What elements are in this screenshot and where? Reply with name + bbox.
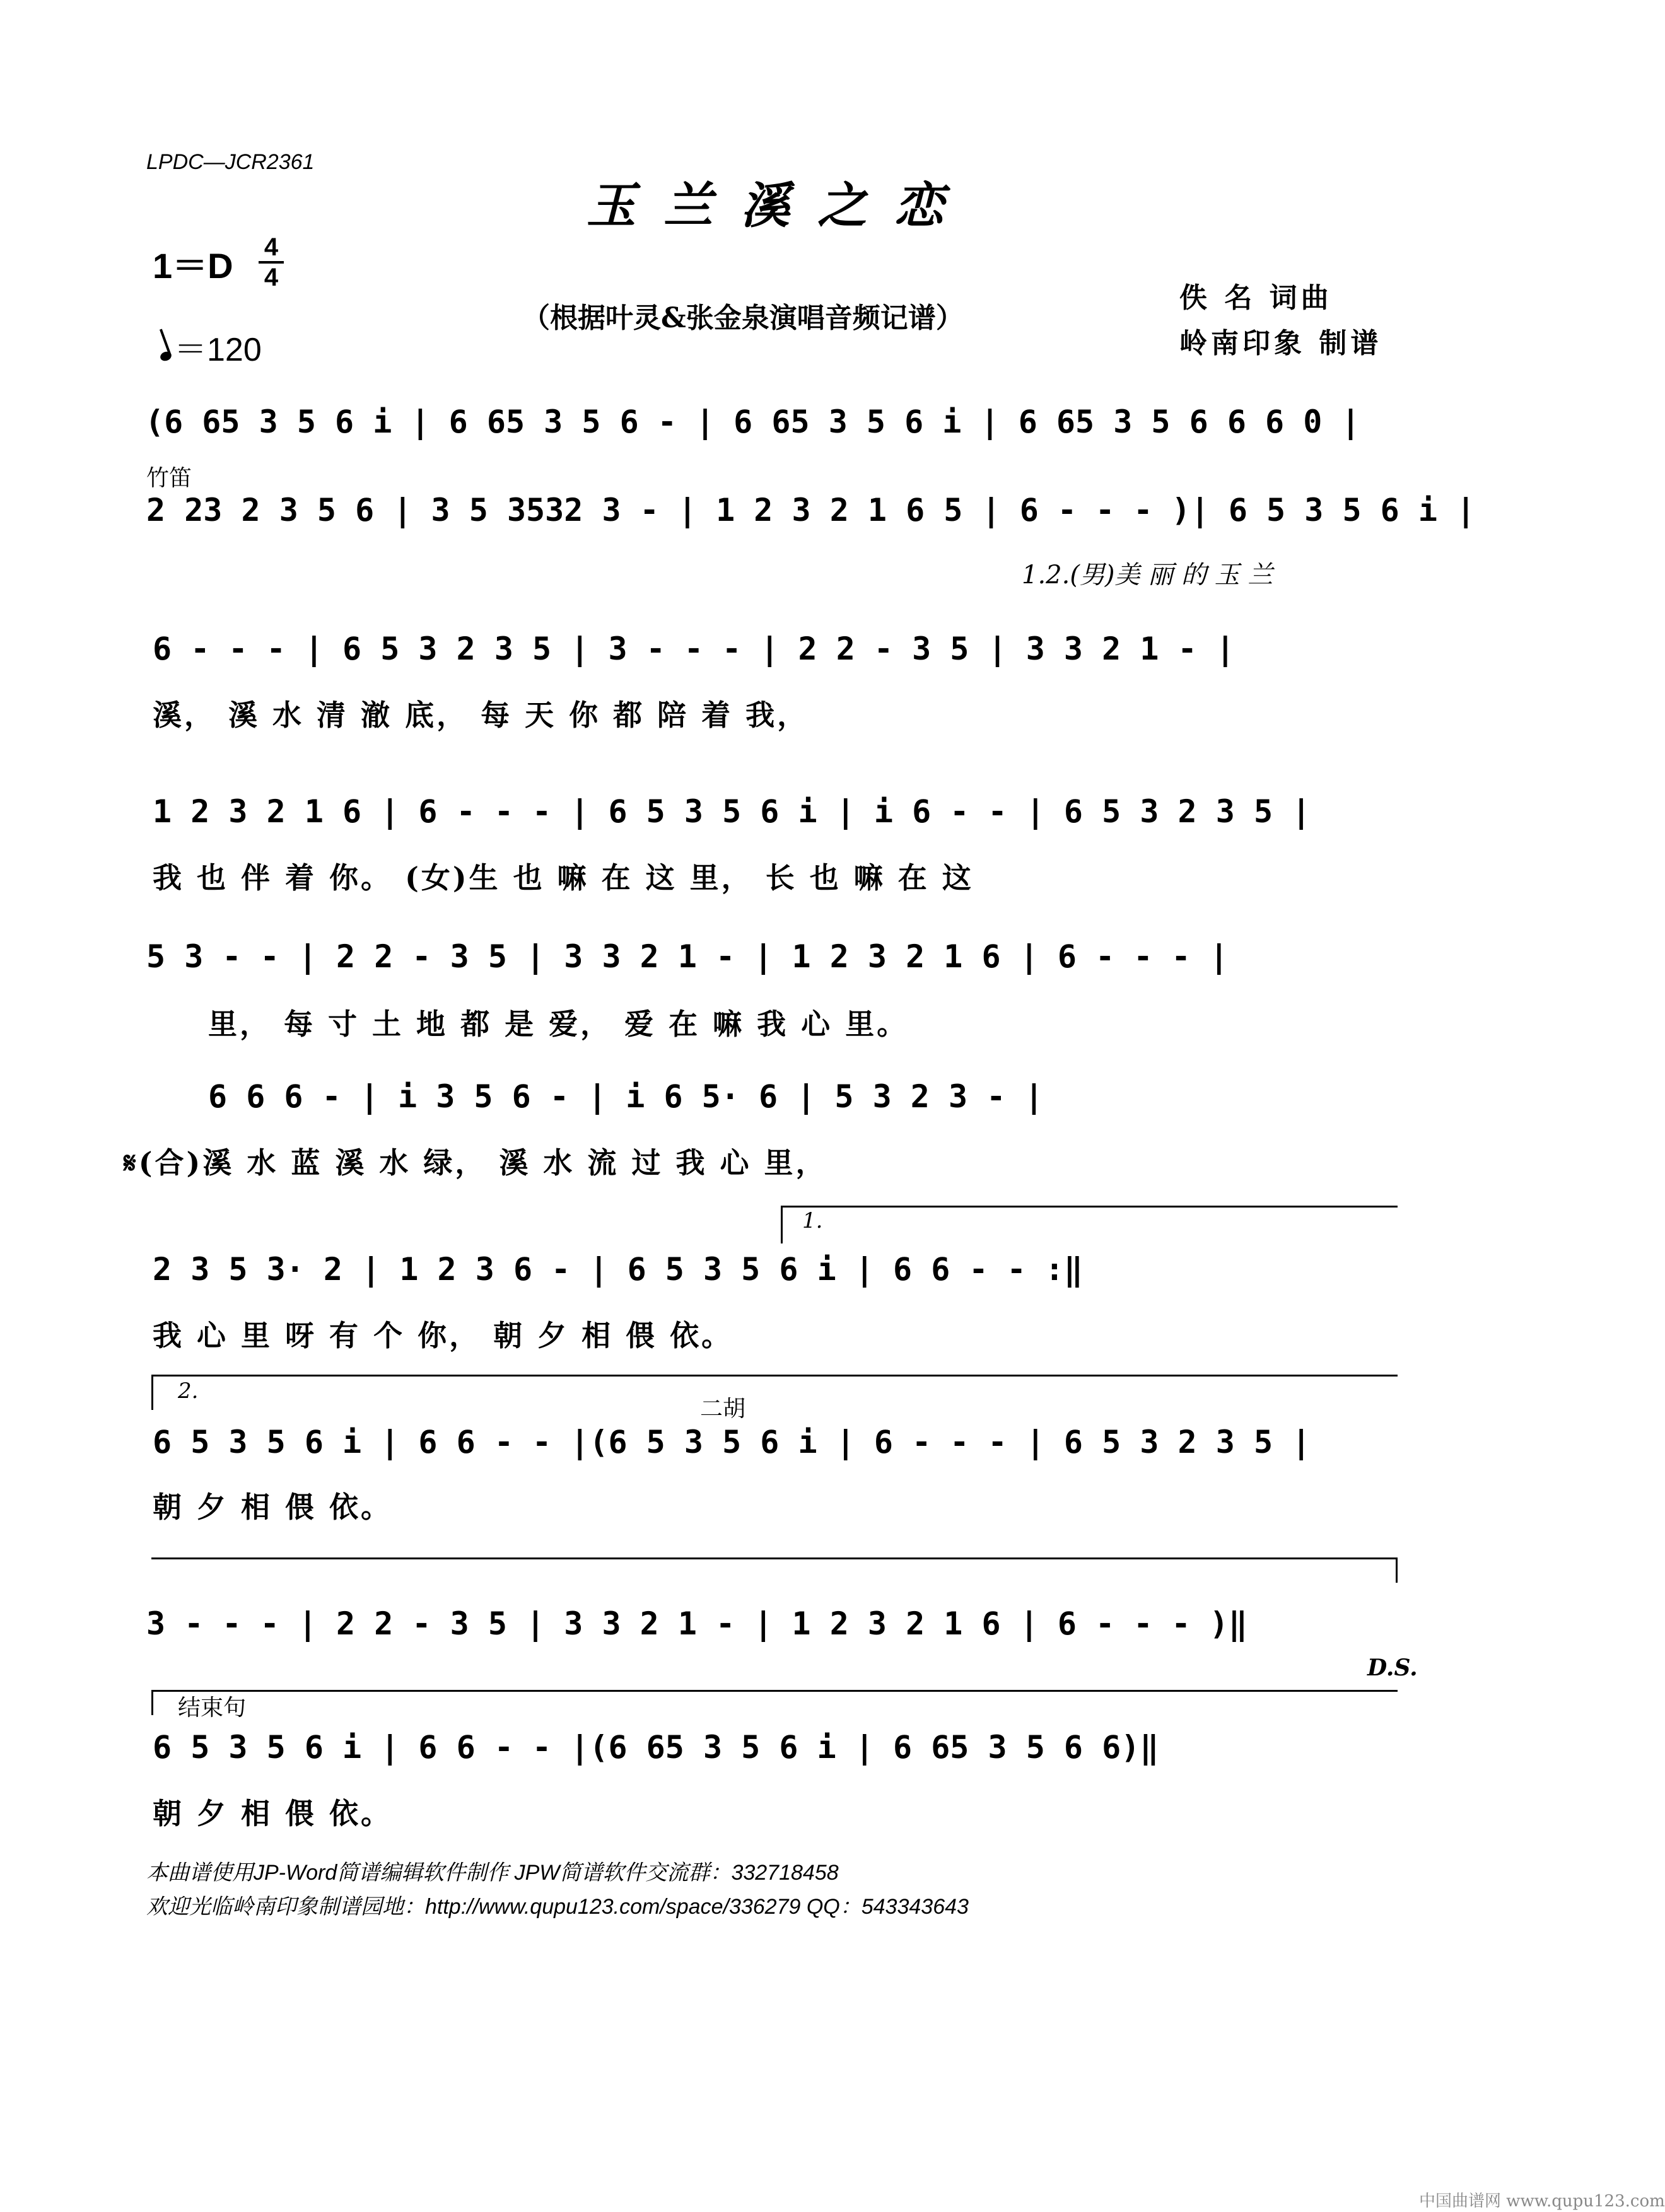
quarter-note-icon	[159, 350, 173, 362]
volta-2-bracket	[151, 1375, 1398, 1377]
lyrics-line-2: 1.2.(男)美 丽 的 玉 兰	[1022, 561, 1273, 590]
lyrics-line-3: 溪， 溪 水 清 澈 底， 每 天 你 都 陪 着 我，	[153, 698, 809, 732]
credit-transcriber: 岭南印象 制谱	[1179, 327, 1382, 359]
lyrics-line-6: 𝄋(合)溪 水 蓝 溪 水 绿， 溪 水 流 过 我 心 里，	[124, 1146, 827, 1180]
volta-1-label: 1.	[802, 1208, 823, 1233]
lyrics-line-4: 我 也 伴 着 你。 (女)生 也 嘛 在 这 里， 长 也 嘛 在 这	[153, 861, 974, 895]
bracket-line-9-right	[1396, 1557, 1398, 1583]
staff-line-4: 1 2 3 2 1 6 | 6 - - - | 6 5 3 5 6 i | i 6 - - | 6 5 3 2 3 5 |	[153, 793, 1311, 830]
subtitle: （根据叶灵&张金泉演唱音频记谱）	[522, 302, 964, 334]
staff-line-9: 3 - - - | 2 2 - 3 5 | 3 3 2 1 - | 1 2 3 2 1 6 | 6 - - - )‖	[146, 1605, 1247, 1642]
dal-segno-mark: D.S.	[1367, 1655, 1418, 1681]
staff-line-2: 2 23 2 3 5 6 | 3 5 3532 3 - | 1 2 3 2 1 6 5 | 6 - - - )| 6 5 3 5 6 i |	[146, 492, 1476, 528]
footer-line-2: 欢迎光临岭南印象制谱园地：http://www.qupu123.com/space/336279 QQ：543343643	[146, 1895, 969, 1919]
score-code: LPDC—JCR2361	[146, 150, 315, 174]
volta-2-label: 2.	[178, 1378, 199, 1404]
volta-1-bracket-left	[781, 1206, 783, 1243]
watermark: 中国曲谱网 www.qupu123.com	[1419, 2192, 1665, 2211]
instrument-label-erhu: 二胡	[700, 1395, 746, 1421]
staff-line-7: 2 3 5 3· 2 | 1 2 3 6 - | 6 5 3 5 6 i | 6 6 - - :‖	[153, 1251, 1084, 1288]
time-signature	[259, 235, 284, 290]
volta-2-bracket-left	[151, 1375, 153, 1410]
staff-line-10: 6 5 3 5 6 i | 6 6 - - |(6 65 3 5 6 i | 6 65 3 5 6 6)‖	[153, 1729, 1159, 1766]
lyrics-line-5: 里， 每 寸 土 地 都 是 爱， 爱 在 嘛 我 心 里。	[208, 1007, 909, 1041]
key-signature: 1＝D	[153, 246, 233, 286]
footer-line-1: 本曲谱使用JP-Word简谱编辑软件制作 JPW简谱软件交流群：332718458	[146, 1861, 839, 1885]
bracket-line-9	[151, 1557, 1398, 1559]
staff-line-5: 5 3 - - | 2 2 - 3 5 | 3 3 2 1 - | 1 2 3 2 1 6 | 6 - - - |	[146, 938, 1229, 975]
staff-line-3: 6 - - - | 6 5 3 2 3 5 | 3 - - - | 2 2 - 3 5 | 3 3 2 1 - |	[153, 631, 1235, 667]
staff-line-6: 6 6 6 - | i 3 5 6 - | i 6 5· 6 | 5 3 2 3 - |	[208, 1078, 1044, 1115]
coda-bracket-left	[151, 1690, 153, 1715]
volta-1-bracket	[781, 1206, 1398, 1208]
time-signature-bottom: 4	[264, 264, 279, 291]
credit-lyricist-composer: 佚 名 词曲	[1179, 282, 1333, 314]
tempo-marking	[160, 323, 262, 370]
staff-line-1: (6 65 3 5 6 i | 6 65 3 5 6 - | 6 65 3 5 6 i | 6 65 3 5 6 6 6 0 |	[145, 404, 1360, 440]
time-signature-top: 4	[264, 233, 279, 261]
staff-line-8: 6 5 3 5 6 i | 6 6 - - |(6 5 3 5 6 i | 6 - - - | 6 5 3 2 3 5 |	[153, 1424, 1311, 1460]
coda-label: 结束句	[178, 1694, 247, 1720]
coda-bracket	[151, 1690, 1398, 1692]
page-title: 玉兰溪之恋	[587, 177, 972, 235]
lyrics-line-10: 朝 夕 相 偎 依。	[153, 1796, 393, 1831]
tempo-value: ＝120	[174, 332, 262, 368]
lyrics-line-8: 朝 夕 相 偎 依。	[153, 1490, 393, 1524]
lyrics-line-7: 我 心 里 呀 有 个 你， 朝 夕 相 偎 依。	[153, 1318, 733, 1353]
instrument-label-dizi: 竹笛	[146, 465, 192, 491]
